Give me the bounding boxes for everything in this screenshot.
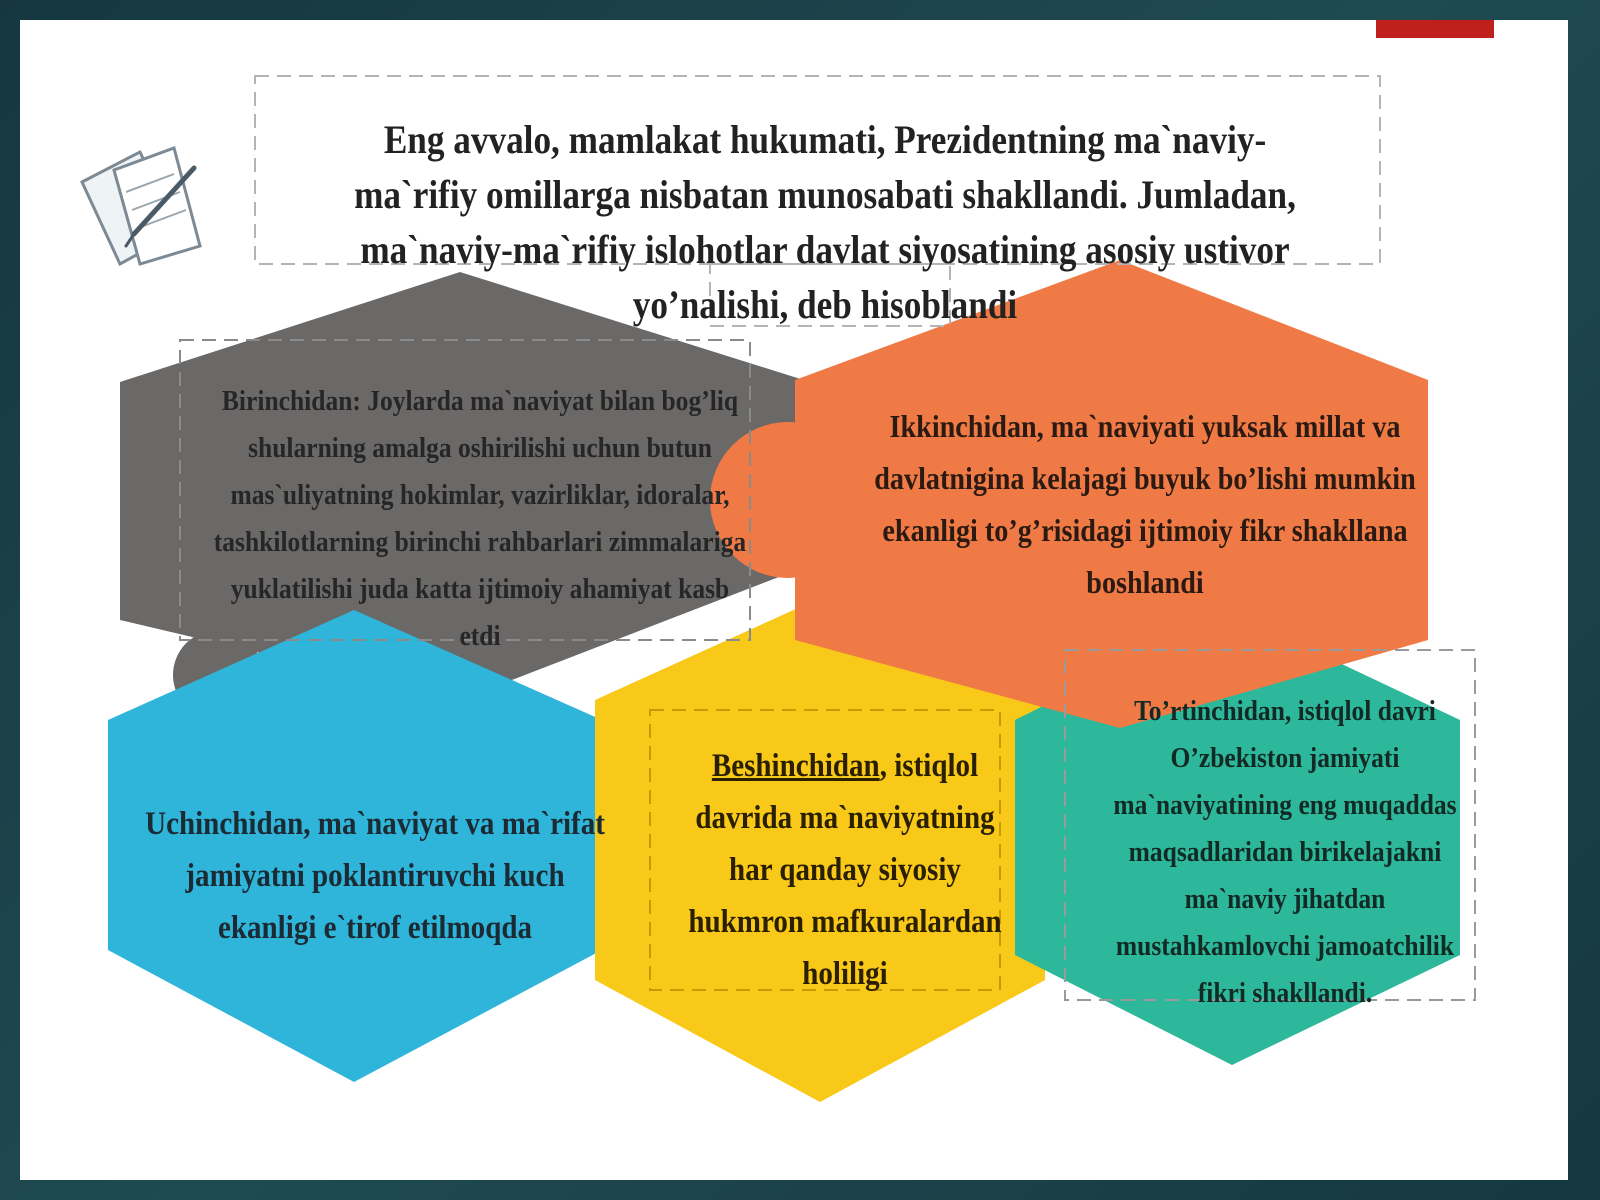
slide xyxy=(20,20,1568,1180)
notebook-pen-icon xyxy=(82,148,200,264)
title-text: Eng avvalo, mamlakat hukumati, Prezidentning ma`naviy-ma`rifiy omillarga nisbatan munosabati shakllandi. Jumladan, ma`naviy-ma`rifiy islohotlar davlat siyosatining asosiy ustivor yo’nalishi, deb hisoblandi xyxy=(354,117,1296,327)
blue-block-text: Uchinchidan, ma`naviyat va ma`rifat jamiyatni poklantiruvchi kuch ekanligi e`tirof etilmoqda xyxy=(145,806,605,946)
yellow-block-text xyxy=(682,740,1008,1000)
yellow-block-lead: Beshinchidan xyxy=(711,748,880,784)
gray-block-text: Birinchidan: Joylarda ma`naviyat bilan bog’liq shularning amalga oshirilishi uchun butun mas`uliyatning hokimlar, vazirliklar, idoralar, tashkilotlarning birinchi rahbarlari zimmalariga yuklatilishi juda katta ijtimoiy ahamiyat kasb etdi xyxy=(213,385,747,652)
orange-block-text: Ikkinchidan, ma`naviyati yuksak millat va davlatnigina kelajagi buyuk bo’lishi mumkin ekanligi to’g’risidagi ijtimoiy fikr shakllana boshlandi xyxy=(874,408,1416,600)
yellow-block-body: , istiqlol davrida ma`naviyatning har qanday siyosiy hukmron mafkuralardan holiligi xyxy=(688,748,1002,992)
teal-block-text: To’rtinchidan, istiqlol davri O’zbekiston jamiyati ma`naviyatining eng muqaddas maqsadlaridan birikelajakni ma`naviy jihatdan mustahkamlovchi jamoatchilik fikri shakllandi. xyxy=(1113,695,1457,1009)
